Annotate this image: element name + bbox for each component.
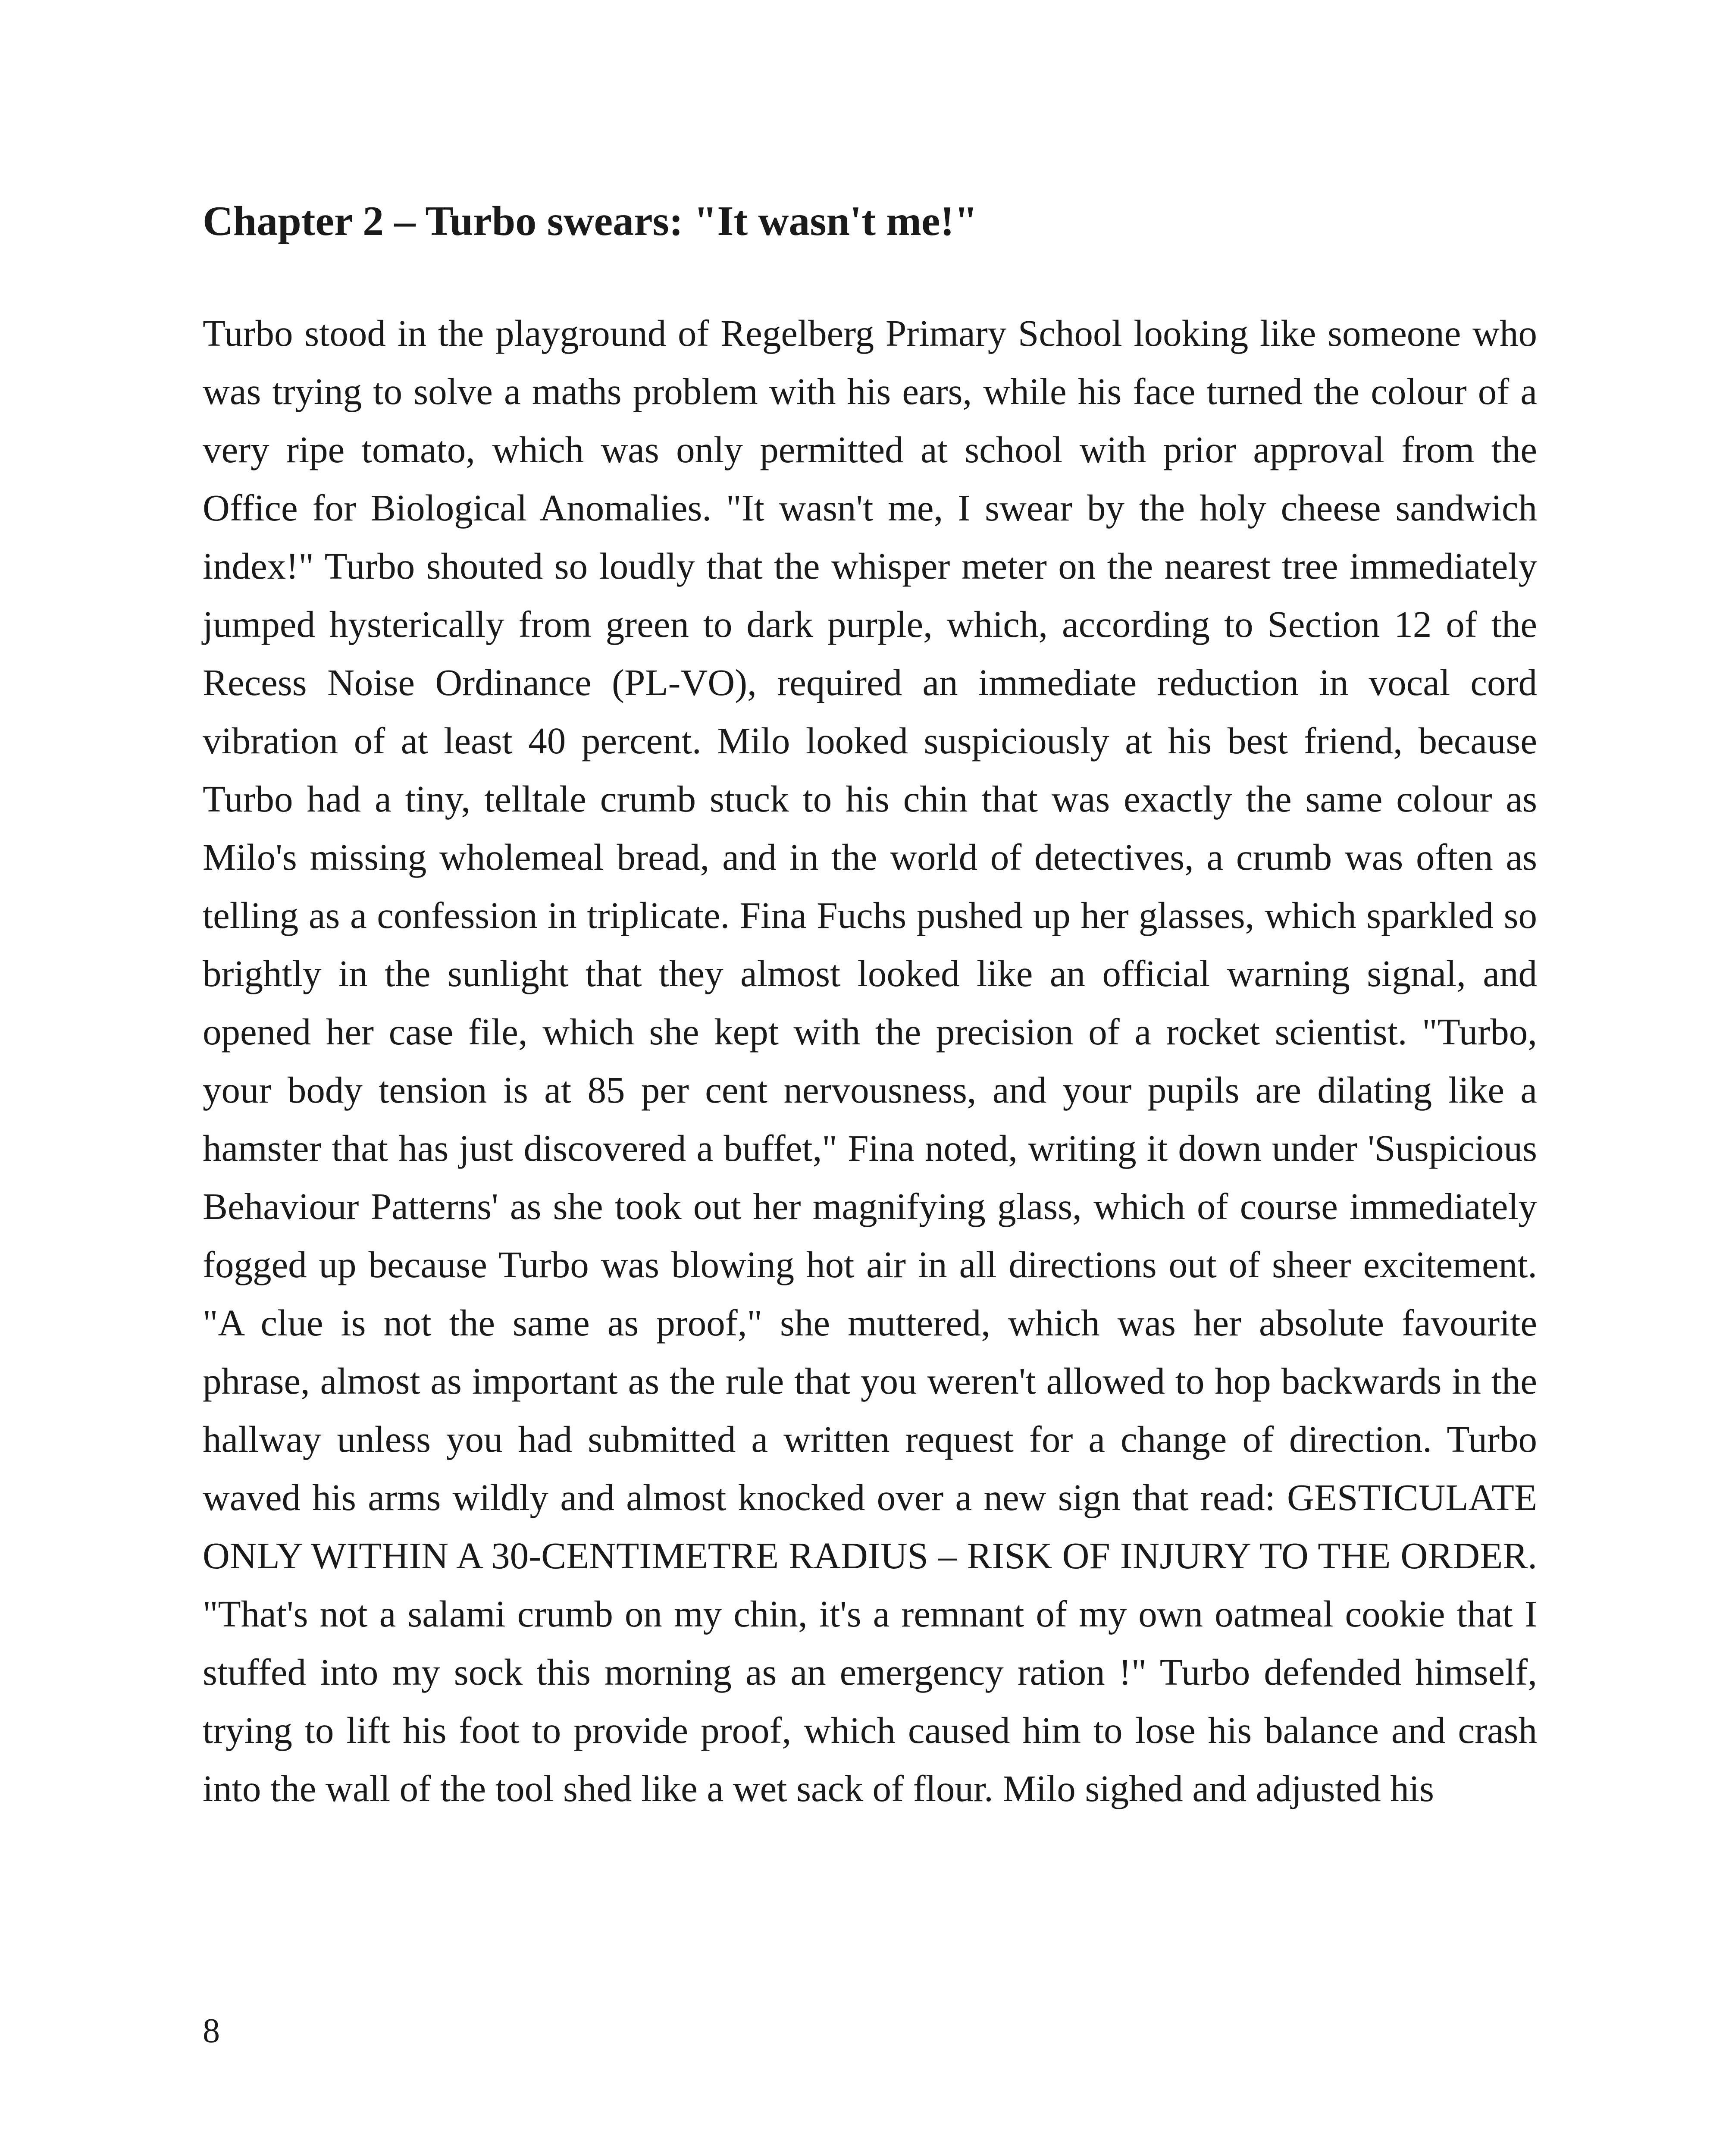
chapter-title: Chapter 2 – Turbo swears: "It wasn't me!" — [203, 198, 978, 244]
body-paragraph: Turbo stood in the playground of Regelberg Primary School looking like someone who was trying to solve a maths problem with his ears, while his face turned the colour of a very ripe tomato, which was only permitted at school with prior approval from the Office for Biological Anomalies. "It wasn't me, I swear by the holy cheese sandwich index!" Turbo shouted so loudly that the whisper meter on the nearest tree immediately jumped hysterically from green to dark purple, which, according to Section 12 of the Recess Noise Ordinance (PL-VO), required an immediate reduction in vocal cord vibration of at least 40 percent. Milo looked suspiciously at his best friend, because Turbo had a tiny, telltale crumb stuck to his chin that was exactly the same colour as Milo's missing wholemeal bread, and in the world of detectives, a crumb was often as telling as a confession in triplicate. Fina Fuchs pushed up her glasses, which sparkled so brightly in the sunlight that they almost looked like an official warning signal, and opened her case file, which she kept with the precision of a rocket scientist. "Turbo, your body tension is at 85 per cent nervousness, and your pupils are dilating like a hamster that has just discovered a buffet," Fina noted, writing it down under 'Suspicious Behaviour Patterns' as she took out her magnifying glass, which of course immediately fogged up because Turbo was blowing hot air in all directions out of sheer excitement. "A clue is not the same as proof," she muttered, which was her absolute favourite phrase, almost as important as the rule that you weren't allowed to hop backwards in the hallway unless you had submitted a written request for a change of direction. Turbo waved his arms wildly and almost knocked over a new sign that read: GESTICULATE ONLY WITHIN A 30-CENTIMETRE RADIUS – RISK OF INJURY TO THE ORDER. "That's not a salami crumb on my chin, it's a remnant of my own oatmeal cookie that I stuffed into my sock this morning as an emergency ration !" Turbo defended himself, trying to lift his foot to provide proof, which caused him to lose his balance and crash into the wall of the tool shed like a wet sack of flour. Milo sighed and adjusted his — [203, 312, 1537, 1809]
page-number: 8 — [203, 2012, 220, 2050]
